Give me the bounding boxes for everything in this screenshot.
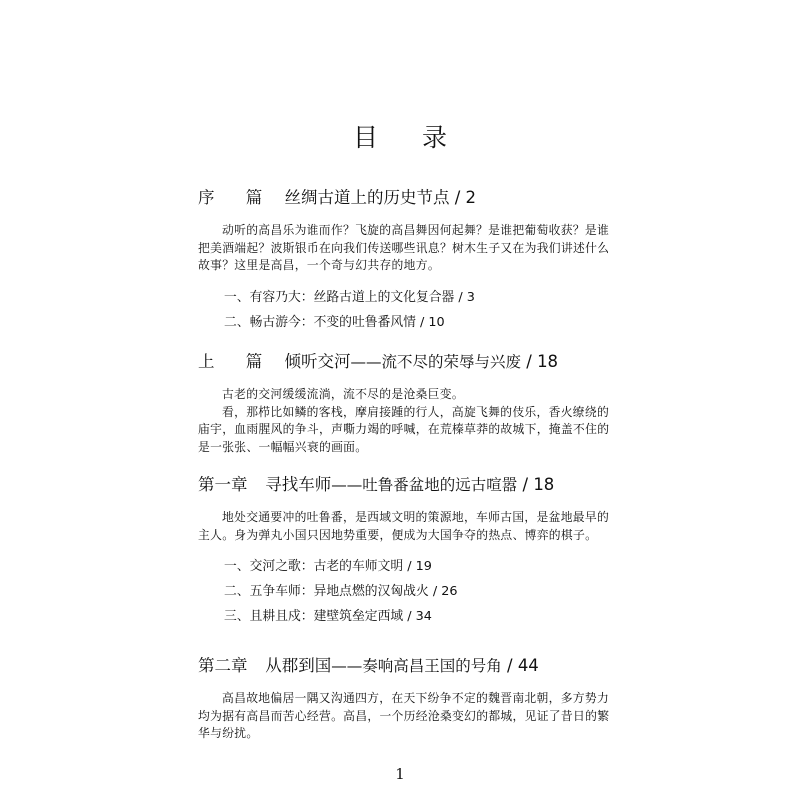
section-description [198, 509, 618, 544]
section-label: 上 篇 [198, 352, 276, 371]
section-heading[interactable] [198, 475, 618, 495]
description-paragraph: 动听的高昌乐为谁而作？飞旋的高昌舞因何起舞？是谁把葡萄收获？是谁把美酒端起？波斯银币在向我们传送哪些讯息？树木生子又在为我们讲述什么故事？这里是高昌，一个奇与幻共存的地方。 [198, 223, 610, 272]
section-subtitle: ——奏响高昌王国的号角 [331, 657, 502, 675]
section-title: 从郡到国 [265, 656, 332, 675]
description-paragraph: 地处交通要冲的吐鲁番，是西域文明的策源地，车师古国，是盆地最早的主人。身为弹丸小国只因地势重要，便成为大国争夺的热点、博弈的棋子。 [198, 510, 610, 542]
page-title: 目 录 [353, 123, 465, 152]
description-paragraph: 看，那栉比如鳞的客栈，摩肩接踵的行人，高旋飞舞的伎乐，香火缭绕的庙宇，血雨腥风的争斗，声嘶力竭的呼喊，在荒榛草莽的故城下，掩盖不住的是一张张、一幅幅兴衰的画面。 [198, 404, 610, 454]
toc-entry[interactable]: 一、有容乃大：丝路古道上的文化复合器 / 3 [224, 289, 475, 305]
section-label: 第二章 [198, 656, 248, 675]
toc-entry[interactable]: 二、畅古游今：不变的吐鲁番风情 / 10 [224, 314, 445, 330]
section-items [198, 289, 618, 331]
toc-entry[interactable]: 三、且耕且戍：建壁筑垒定西域 / 34 [224, 609, 432, 624]
section-title: 丝绸古道上的历史节点 [284, 188, 450, 207]
toc-section-chapter-one [198, 475, 618, 633]
toc-entry[interactable]: 二、五争车师：异地点燃的汉匈战火 / 26 [224, 584, 458, 599]
section-heading[interactable] [198, 188, 618, 208]
section-description [198, 690, 618, 743]
section-title: 寻找车师 [265, 475, 332, 494]
section-description [198, 222, 618, 275]
section-heading[interactable] [198, 352, 618, 372]
toc-entry[interactable]: 一、交河之歌：古老的车师文明 / 19 [224, 559, 432, 574]
section-page: / 2 [449, 188, 477, 207]
section-label: 序 篇 [198, 188, 276, 207]
page-number: 1 [395, 765, 405, 783]
toc-section-preface [198, 188, 618, 339]
toc-section-chapter-two [198, 656, 618, 743]
section-description [198, 386, 618, 456]
section-heading[interactable] [198, 656, 618, 676]
section-items [198, 558, 618, 625]
toc-section-part-one [198, 352, 618, 456]
section-page: / 44 [501, 656, 539, 675]
section-page: / 18 [521, 352, 559, 371]
section-label: 第一章 [198, 475, 248, 494]
section-subtitle: ——吐鲁番盆地的远古喧嚣 [331, 476, 518, 494]
section-page: / 18 [517, 475, 555, 494]
description-paragraph: 古老的交河缓缓流淌，流不尽的是沧桑巨变。 [222, 387, 464, 401]
section-title: 倾听交河 [284, 352, 351, 371]
section-subtitle: ——流不尽的荣辱与兴废 [350, 353, 522, 371]
description-paragraph: 高昌故地偏居一隅又沟通四方，在天下纷争不定的魏晋南北朝，多方势力均为据有高昌而苦心经营。高昌，一个历经沧桑变幻的都城，见证了昔日的繁华与纷扰。 [198, 691, 610, 740]
